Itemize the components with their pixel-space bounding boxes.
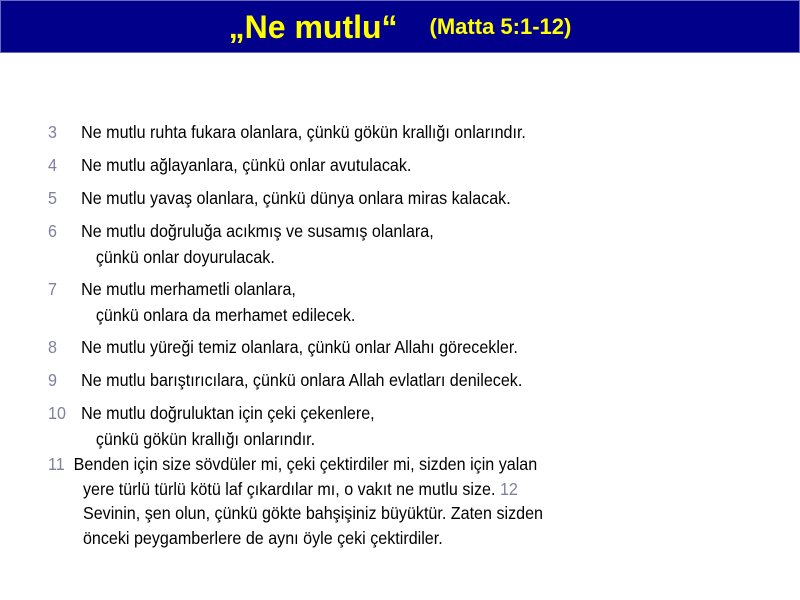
title-bar: [0, 0, 800, 53]
page-title: „Ne mutlu“: [228, 8, 398, 45]
verse-11-line-2: [83, 477, 710, 502]
verse-number: 10: [48, 403, 66, 423]
verse-text: Ne mutlu ağlayanlara, çünkü onlar avutulacak.: [81, 155, 412, 175]
verse-list: [48, 119, 710, 550]
verse-text-continued: çünkü onlara da merhamet edilecek.: [95, 305, 356, 325]
verse-6: [48, 218, 710, 276]
verse-12-line-2: önceki peygamberlere de aynı öyle çeki çektirdiler.: [82, 527, 443, 548]
verse-11: [48, 452, 710, 550]
verse-number: 11: [48, 454, 65, 474]
verse-text: Ne mutlu doğruluğa acıkmış ve susamış olanlara,: [81, 221, 434, 241]
verse-text: yere türlü türlü kötü laf çıkardılar mı, o vakıt ne mutlu size.: [82, 478, 496, 499]
verse-10: [48, 400, 710, 452]
verse-number: 5: [48, 188, 57, 208]
verse-number: 9: [48, 370, 57, 390]
verse-number: 7: [48, 279, 57, 299]
scripture-reference: (Matta 5:1-12): [429, 13, 572, 39]
verse-7: [48, 276, 710, 334]
verse-number-12: 12: [499, 478, 518, 499]
verse-text-continued: çünkü onlar doyurulacak.: [95, 247, 275, 267]
verse-11-line-1: [48, 452, 710, 477]
verse-text-continued: çünkü gökün krallığı onlarındır.: [95, 429, 316, 449]
verse-number: 8: [48, 337, 57, 357]
verse-3: [48, 119, 710, 152]
verse-9: [48, 367, 710, 400]
verse-number: 3: [48, 122, 57, 142]
verse-12-line-1: Sevinin, şen olun, çünkü gökte bahşişiniz büyüktür. Zaten sizden: [82, 503, 543, 523]
verse-number: 4: [48, 155, 57, 175]
verse-text: Ne mutlu merhametli olanlara,: [81, 279, 296, 299]
verse-5: [48, 185, 710, 218]
verse-4: [48, 152, 710, 185]
verse-8: [48, 334, 710, 367]
verse-text: Ne mutlu doğruluktan için çeki çekenlere,: [81, 403, 375, 423]
verse-text: Ne mutlu barıştırıcılara, çünkü onlara Allah evlatları denilecek.: [81, 370, 523, 390]
verse-text: Benden için size sövdüler mi, çeki çektirdiler mi, sizden için yalan: [73, 454, 538, 474]
verse-text: Ne mutlu ruhta fukara olanlara, çünkü gökün krallığı onlarındır.: [81, 122, 526, 142]
verse-text: Ne mutlu yüreği temiz olanlara, çünkü onlar Allahı görecekler.: [81, 337, 518, 357]
verse-number: 6: [48, 221, 57, 241]
verse-text: Ne mutlu yavaş olanlara, çünkü dünya onlara miras kalacak.: [81, 188, 511, 208]
